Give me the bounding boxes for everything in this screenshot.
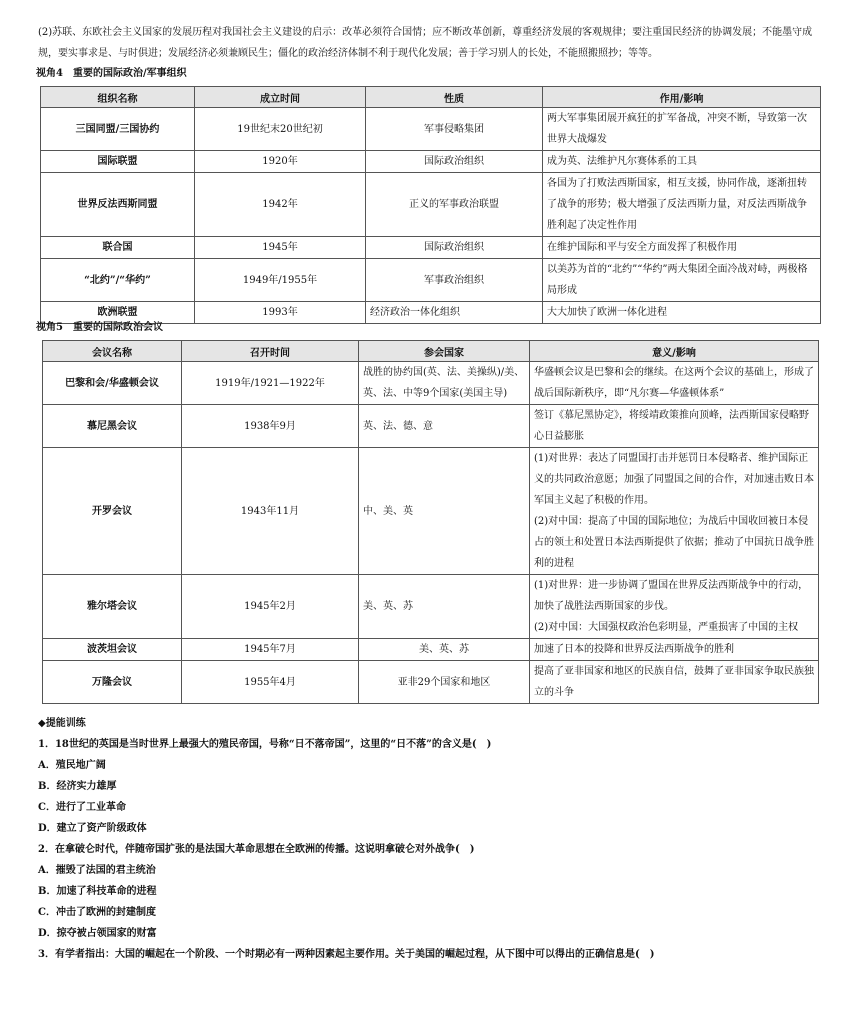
org-name: 联合国 — [41, 237, 195, 259]
header-cell: 参会国家 — [359, 341, 530, 362]
org-effect: 在维护国际和平与安全方面发挥了积极作用 — [543, 237, 821, 259]
org-time: 1942年 — [195, 173, 366, 237]
question-3: 3．有学者指出：大国的崛起在一个阶段、一个时期必有一两种因素起主要作用。关于美国的崛起过程，从下图中可以得出的正确信息是( ) — [38, 949, 655, 960]
conference-time: 1919年/1921—1922年 — [182, 362, 359, 405]
table-row — [41, 173, 821, 237]
header-cell: 作用/影响 — [543, 87, 821, 108]
conference-name: 开罗会议 — [43, 448, 182, 575]
conference-countries: 战胜的协约国(英、法、美操纵)/美、英、法、中等9个国家(美国主导) — [359, 362, 530, 405]
conference-countries: 英、法、德、意 — [359, 405, 530, 448]
header-cell: 会议名称 — [43, 341, 182, 362]
conference-time: 1945年2月 — [182, 575, 359, 639]
option-item: A．殖民地广阔 — [38, 760, 106, 771]
org-effect: 大大加快了欧洲一体化进程 — [543, 302, 821, 324]
conference-time: 1945年7月 — [182, 639, 359, 661]
conference-countries: 中、美、英 — [359, 448, 530, 575]
table-row — [43, 575, 819, 639]
option-item: B．经济实力雄厚 — [38, 781, 117, 792]
practice-title: ◆提能训练 — [38, 718, 86, 729]
org-table-header — [41, 87, 821, 108]
conference-name: 慕尼黑会议 — [43, 405, 182, 448]
header-cell: 成立时间 — [195, 87, 366, 108]
header-cell: 组织名称 — [41, 87, 195, 108]
section4-title: 视角4 重要的国际政治/军事组织 — [36, 68, 187, 79]
conference-table-header — [43, 341, 819, 362]
org-name: 欧洲联盟 — [41, 302, 195, 324]
org-time: 1945年 — [195, 237, 366, 259]
org-nature: 国际政治组织 — [366, 151, 543, 173]
org-name: 国际联盟 — [41, 151, 195, 173]
question-2: 2．在拿破仑时代，伴随帝国扩张的是法国大革命思想在全欧洲的传播。这说明拿破仑对外战争( ) — [38, 844, 475, 855]
org-table — [40, 86, 821, 324]
table-row — [41, 151, 821, 173]
section5-title: 视角5 重要的国际政治会议 — [36, 322, 163, 333]
conference-countries: 亚非29个国家和地区 — [359, 661, 530, 704]
org-effect: 两大军事集团展开疯狂的扩军备战，冲突不断，导致第一次世界大战爆发 — [543, 108, 821, 151]
conference-countries: 美、英、苏 — [359, 575, 530, 639]
conference-table — [42, 340, 819, 704]
conference-effect: (1)对世界：表达了同盟国打击并惩罚日本侵略者、维护国际正义的共同政治意愿；加强了同盟国之间的合作，对加速击败日本军国主义起了积极的作用。 (2)对中国：提高了中国的国际地位；为战后中国收回被日本侵占的领土和处置日本法西斯提供了依据；推动了中国抗日战争胜利的进程 — [530, 448, 819, 575]
org-nature: 国际政治组织 — [366, 237, 543, 259]
table-row — [43, 661, 819, 704]
org-name: 世界反法西斯同盟 — [41, 173, 195, 237]
header-cell: 召开时间 — [182, 341, 359, 362]
org-time: 1993年 — [195, 302, 366, 324]
table-row — [43, 405, 819, 448]
org-name: “北约”/“华约” — [41, 259, 195, 302]
table-row — [43, 362, 819, 405]
conference-time: 1943年11月 — [182, 448, 359, 575]
org-effect: 成为英、法维护凡尔赛体系的工具 — [543, 151, 821, 173]
org-time: 19世纪末20世纪初 — [195, 108, 366, 151]
org-time: 1920年 — [195, 151, 366, 173]
conference-name: 巴黎和会/华盛顿会议 — [43, 362, 182, 405]
question-1: 1．18世纪的英国是当时世界上最强大的殖民帝国，号称“日不落帝国”，这里的“日不落”的含义是( ) — [38, 739, 492, 750]
intro-paragraph: (2)苏联、东欧社会主义国家的发展历程对我国社会主义建设的启示：改革必须符合国情；应不断改革创新，尊重经济发展的客观规律；要注重国民经济的协调发展；不能墨守成规，要实事求是、与时俱进；发展经济必须兼顾民生；僵化的政治经济体制不利于现代化发展；善于学习别人的长处，不能照搬照抄；等等。 — [38, 27, 813, 59]
conference-name: 波茨坦会议 — [43, 639, 182, 661]
org-nature: 军事侵略集团 — [366, 108, 543, 151]
header-cell: 意义/影响 — [530, 341, 819, 362]
option-item: C．冲击了欧洲的封建制度 — [38, 907, 156, 918]
org-effect: 以美苏为首的“北约”“华约”两大集团全面冷战对峙，两极格局形成 — [543, 259, 821, 302]
conference-countries: 美、英、苏 — [359, 639, 530, 661]
table-row — [41, 259, 821, 302]
option-item: D．建立了资产阶级政体 — [38, 823, 147, 834]
conference-effect: 加速了日本的投降和世界反法西斯战争的胜利 — [530, 639, 819, 661]
option-item: D．掠夺被占领国家的财富 — [38, 928, 157, 939]
org-time: 1949年/1955年 — [195, 259, 366, 302]
org-nature: 经济政治一体化组织 — [366, 302, 543, 324]
conference-time: 1955年4月 — [182, 661, 359, 704]
conference-name: 万隆会议 — [43, 661, 182, 704]
org-name: 三国同盟/三国协约 — [41, 108, 195, 151]
org-nature: 正义的军事政治联盟 — [366, 173, 543, 237]
table-row — [41, 237, 821, 259]
table-row — [43, 448, 819, 575]
org-effect: 各国为了打败法西斯国家，相互支援，协同作战，逐渐扭转了战争的形势；极大增强了反法西斯力量，对反法西斯战争胜利起了决定性作用 — [543, 173, 821, 237]
table-row — [41, 108, 821, 151]
table-row — [43, 639, 819, 661]
conference-effect: 华盛顿会议是巴黎和会的继续。在这两个会议的基础上，形成了战后国际新秩序，即“凡尔赛—华盛顿体系” — [530, 362, 819, 405]
option-item: A．摧毁了法国的君主统治 — [38, 865, 156, 876]
conference-name: 雅尔塔会议 — [43, 575, 182, 639]
option-item: B．加速了科技革命的进程 — [38, 886, 157, 897]
header-cell: 性质 — [366, 87, 543, 108]
conference-effect: 签订《慕尼黑协定》，将绥靖政策推向顶峰，法西斯国家侵略野心日益膨胀 — [530, 405, 819, 448]
org-nature: 军事政治组织 — [366, 259, 543, 302]
option-item: C．进行了工业革命 — [38, 802, 126, 813]
conference-effect: (1)对世界：进一步协调了盟国在世界反法西斯战争中的行动，加快了战胜法西斯国家的步伐。 (2)对中国：大国强权政治色彩明显，严重损害了中国的主权 — [530, 575, 819, 639]
conference-time: 1938年9月 — [182, 405, 359, 448]
conference-effect: 提高了亚非国家和地区的民族自信，鼓舞了亚非国家争取民族独立的斗争 — [530, 661, 819, 704]
